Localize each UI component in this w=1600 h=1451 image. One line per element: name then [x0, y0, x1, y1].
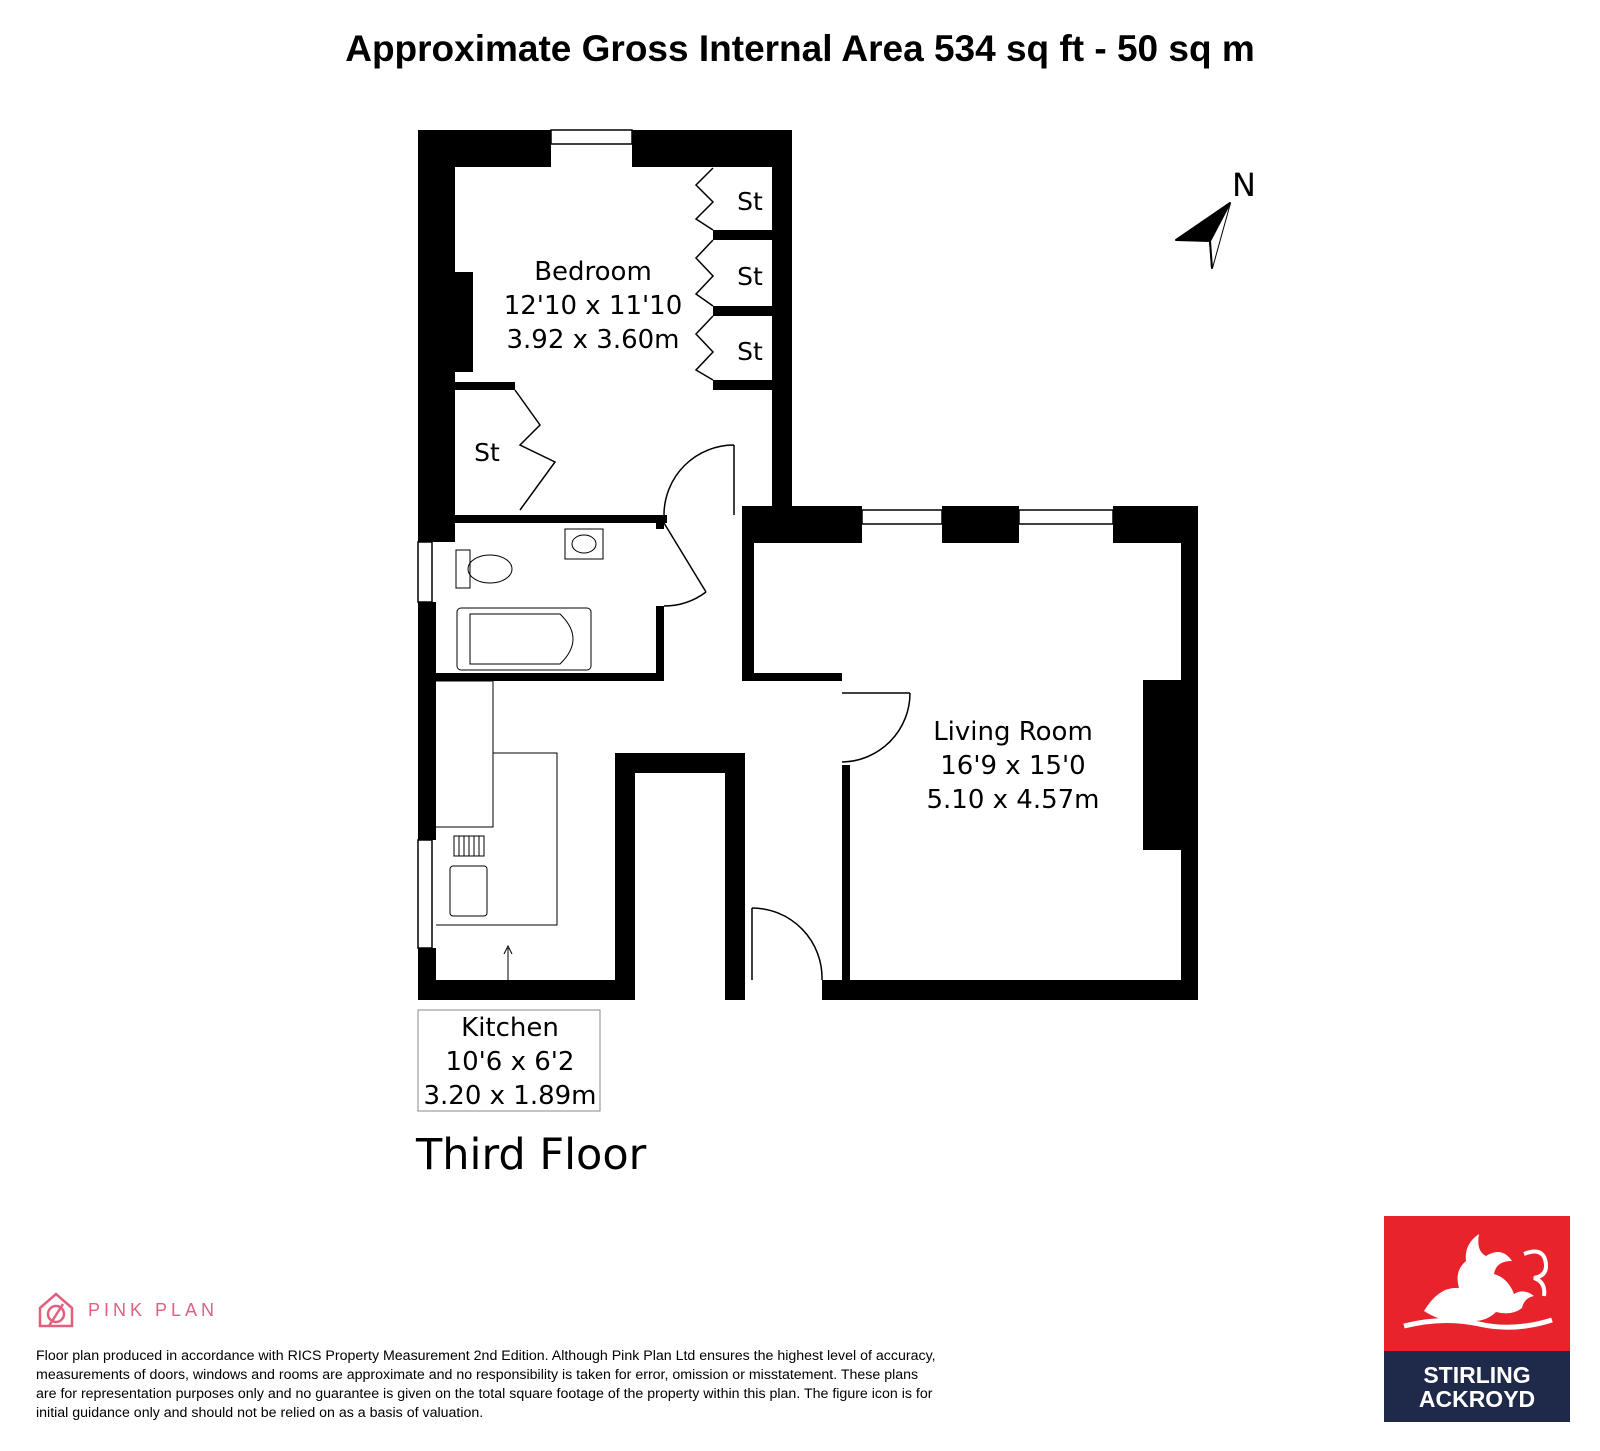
wall-left-upper	[418, 130, 455, 272]
storage-label-4: St	[474, 438, 500, 467]
kitchen-counter-upper	[436, 681, 493, 827]
north-label: N	[1232, 166, 1256, 204]
wall-left-mid	[418, 372, 455, 542]
wall-st-left-top	[455, 382, 515, 390]
agent-name-line2: ACKROYD	[1418, 1386, 1536, 1412]
wall-left-bath	[418, 602, 436, 840]
page-title: Approximate Gross Internal Area 534 sq ft - 50 sq m	[345, 28, 1255, 69]
st-door-4	[515, 390, 555, 510]
wall-st-divider-1	[713, 230, 772, 240]
wall-living-bottom	[822, 980, 1198, 1000]
window-bedroom	[551, 130, 632, 144]
kitchen-imperial: 10'6 x 6'2	[445, 1047, 575, 1077]
wall-bedroom-right	[772, 130, 792, 515]
disclaimer-text: Floor plan produced in accordance with RICS Property Measurement 2nd Edition. Although Pink Plan Ltd ensures the highest level of accuracy, measurements of doors, windows and rooms are approximate and no responsibility is taken for error, omission or misstatement. These plans are for representation purposes only and no guarantee is given on the total square footage of the property within this plan. The figure icon is for initial guidance only and should not be relied on as a basis of valuation.	[36, 1348, 936, 1421]
living-room-imperial: 16'9 x 15'0	[940, 751, 1086, 781]
wall-living-chimney	[1143, 680, 1198, 850]
wall-living-top-mid	[942, 506, 1019, 543]
bathtub-icon	[457, 608, 591, 670]
bedroom-imperial: 12'10 x 11'10	[503, 291, 683, 321]
floor-label: Third Floor	[416, 1130, 647, 1180]
window-living-left	[862, 510, 942, 524]
wall-bedroom-bottom	[455, 515, 667, 523]
wall-living-top-left	[792, 506, 862, 543]
wall-st-divider-2	[713, 306, 772, 316]
wall-kitchen-bottom	[418, 980, 633, 1000]
wall-hall-living-top	[742, 673, 842, 681]
wall-bath-bottom	[436, 673, 662, 681]
wall-living-left	[842, 765, 850, 980]
wall-bath-right-top	[656, 515, 664, 529]
kitchen-name: Kitchen	[461, 1013, 559, 1043]
st-door-3	[696, 316, 713, 380]
toilet-bowl-icon	[468, 555, 512, 583]
wall-central-right	[725, 753, 745, 1000]
st-door-1	[696, 168, 713, 230]
door-entrance	[752, 908, 822, 980]
bathroom-fixtures	[456, 529, 603, 670]
door-living	[842, 693, 910, 762]
wall-bath-right	[656, 606, 664, 681]
window-living-right	[1019, 510, 1113, 524]
bathroom-basin-icon	[565, 529, 603, 559]
agent-name-block	[1384, 1351, 1570, 1422]
storage-label-1: St	[737, 187, 763, 216]
bedroom-metric: 3.92 x 3.60m	[506, 325, 680, 355]
living-room-metric: 5.10 x 4.57m	[926, 785, 1100, 815]
north-arrow-icon	[1176, 166, 1256, 268]
wall-central-left	[615, 753, 635, 1000]
pink-plan-brand	[36, 1290, 218, 1330]
storage-label-3: St	[737, 337, 763, 366]
wall-st-divider-3	[713, 380, 772, 390]
bedroom-name: Bedroom	[534, 257, 652, 287]
window-bathroom	[418, 542, 432, 602]
window-kitchen	[418, 840, 432, 948]
storage-label-2: St	[737, 262, 763, 291]
griffin-emblem	[1384, 1216, 1570, 1351]
agent-name-line1: STIRLING	[1423, 1362, 1531, 1388]
st-door-2	[696, 240, 713, 306]
stirling-ackroyd-logo	[1384, 1216, 1570, 1422]
wall-left-pier	[418, 272, 473, 372]
door-bedroom	[664, 445, 734, 515]
wall-living-top-corner	[742, 506, 792, 543]
pink-plan-logo-icon	[36, 1290, 76, 1330]
wall-bedroom-top-right	[632, 130, 792, 167]
living-room-name: Living Room	[933, 717, 1093, 747]
kitchen-sink-icon	[450, 866, 487, 916]
griffin-icon	[1384, 1216, 1570, 1351]
kitchen-metric: 3.20 x 1.89m	[423, 1081, 597, 1111]
kitchen-counters	[436, 681, 557, 980]
door-bathroom	[664, 523, 706, 606]
pink-plan-name: PINK PLAN	[88, 1299, 219, 1320]
